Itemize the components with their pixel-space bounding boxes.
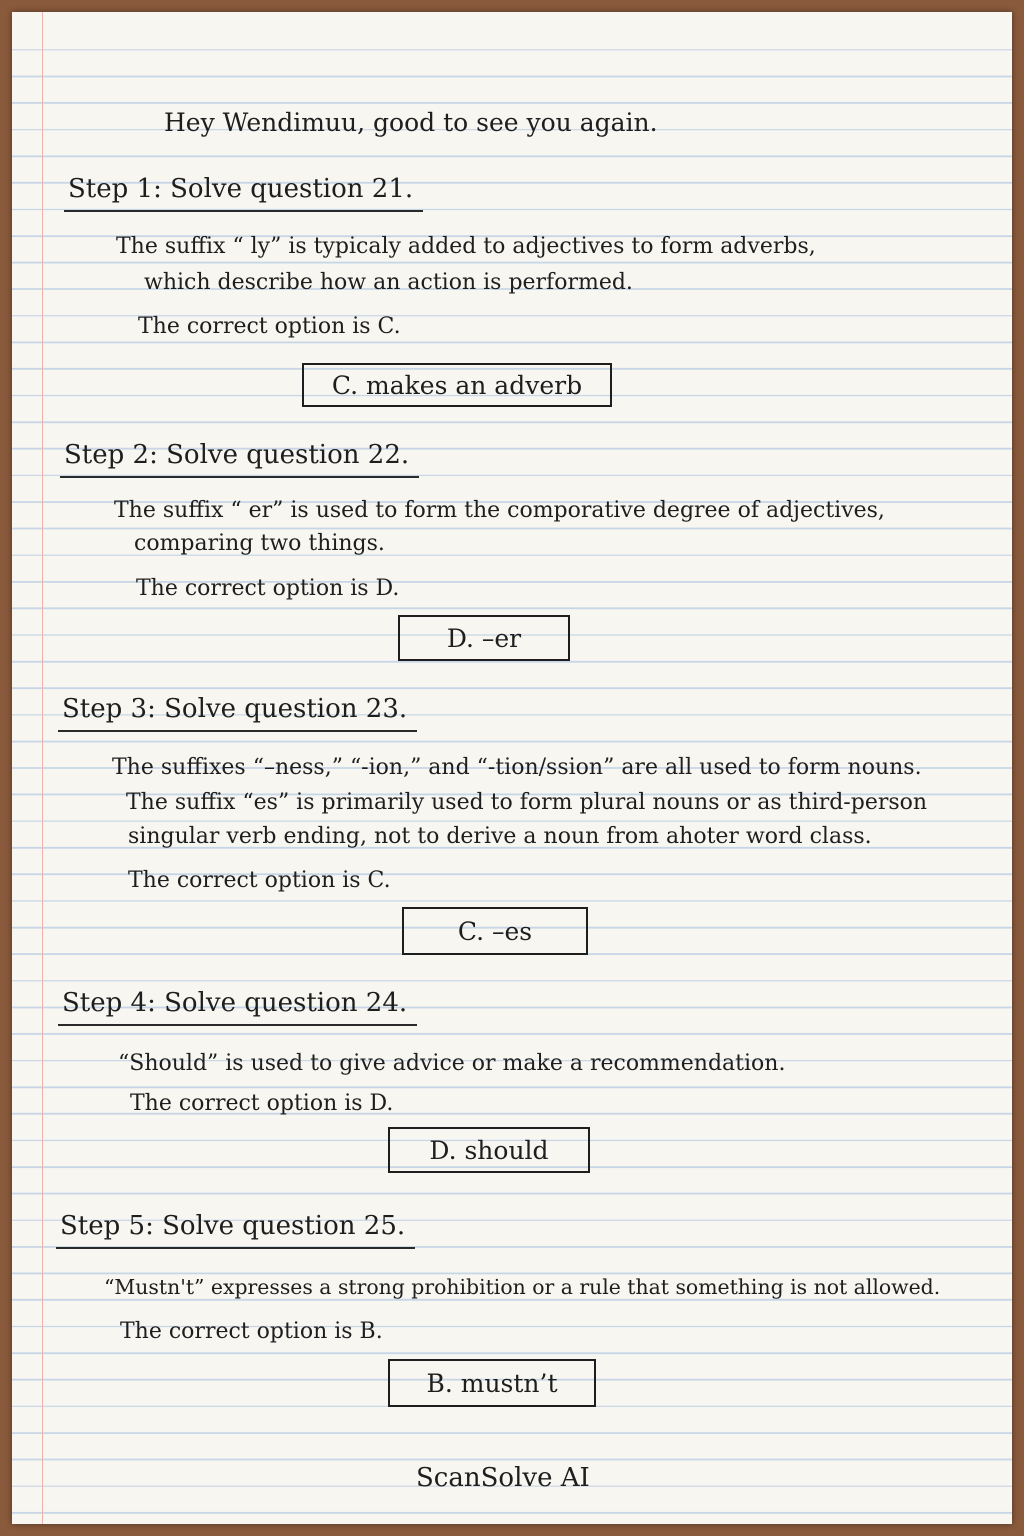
step-3-line-2: The suffix “es” is primarily used to form plural nouns or as third-person [126, 790, 928, 815]
step-3-line-3: singular verb ending, not to derive a noun from ahoter word class. [128, 824, 872, 849]
step-1-line-2: which describe how an action is performed. [144, 270, 633, 295]
step-4-correct-option: The correct option is D. [130, 1091, 394, 1116]
step-5-answer-box: B. mustn’t [388, 1359, 596, 1407]
step-5-correct-option: The correct option is B. [120, 1319, 383, 1344]
step-2-line-2: comparing two things. [134, 531, 385, 556]
step-5-line-1: “Mustn't” expresses a strong prohibition or a rule that something is not allowed. [104, 1275, 941, 1299]
step-2-title: Step 2: Solve question 22. [64, 440, 410, 470]
step-1-line-1: The suffix “ ly” is typicaly added to adjectives to form adverbs, [116, 234, 816, 259]
step-3-line-1: The suffixes “–ness,” “-ion,” and “-tion/ssion” are all used to form nouns. [112, 755, 922, 780]
step-1-correct-option: The correct option is C. [138, 314, 401, 339]
step-4-line-1: “Should” is used to give advice or make a recommendation. [118, 1051, 786, 1076]
greeting: Hey Wendimuu, good to see you again. [164, 108, 658, 137]
step-3-answer-box: C. –es [402, 907, 588, 955]
step-1-title: Step 1: Solve question 21. [68, 174, 414, 204]
step-4-title: Step 4: Solve question 24. [62, 988, 408, 1018]
step-2-correct-option: The correct option is D. [136, 576, 400, 601]
step-3-correct-option: The correct option is C. [128, 868, 391, 893]
step-4-answer-box: D. should [388, 1127, 590, 1173]
step-5-title: Step 5: Solve question 25. [60, 1211, 406, 1241]
step-2-line-1: The suffix “ er” is used to form the comporative degree of adjectives, [114, 498, 885, 523]
step-3-title: Step 3: Solve question 23. [62, 694, 408, 724]
margin-line [42, 12, 43, 1524]
step-1-answer-box: C. makes an adverb [302, 363, 612, 407]
notebook-page [12, 12, 1012, 1524]
signature: ScanSolve AI [416, 1463, 590, 1493]
step-2-answer-box: D. –er [398, 615, 570, 661]
